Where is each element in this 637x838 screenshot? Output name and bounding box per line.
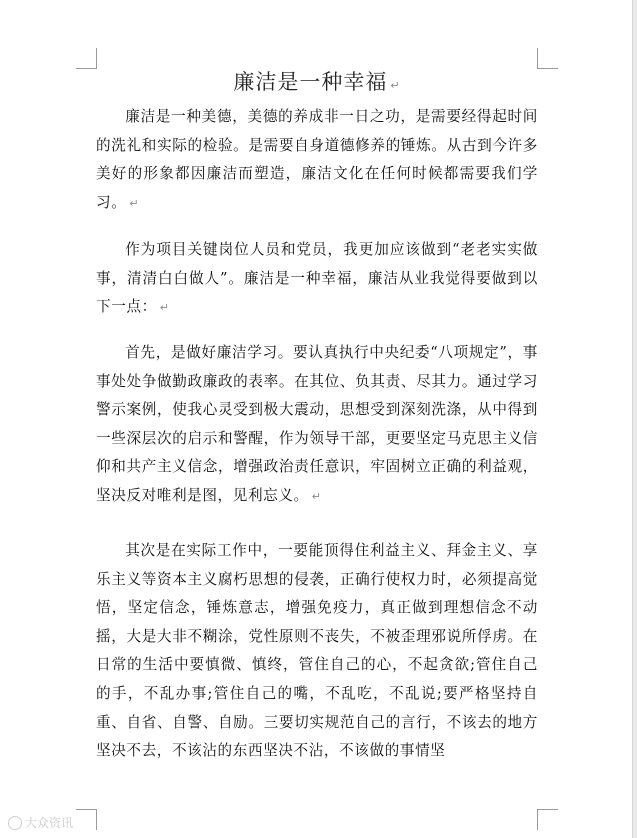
crop-mark-top-right [537, 48, 558, 69]
paragraph-text: 首先，是做好廉洁学习。要认真执行中央纪委“八项规定”，事事处处争做勤政廉政的表率。在其位、负其责、尽其力。通过学习警示案例，使我心灵受到极大震动，思想受到深刻洗涤，从中得到一些深层次的启示和警醒，作为领导干部，更要坚定马克思主义信仰和共产主义信念，增强政治责任意识，牢固树立正确的利益观，坚决反对唯利是图，见利忘义。 [96, 344, 538, 504]
watermark [8, 814, 73, 831]
paragraph-text: 作为项目关键岗位人员和党员，我更加应该做到“老老实实做事，清清白白做人”。廉洁是一种幸福，廉洁从业我觉得要做到以下一点： [96, 241, 538, 316]
paragraph-mark-icon: ↵ [390, 79, 401, 92]
body-paragraph[interactable] [96, 236, 538, 323]
document-title[interactable] [96, 67, 538, 101]
paragraph-mark-icon: ↵ [159, 301, 170, 315]
page-edge-scroll-shadow [632, 0, 637, 838]
crop-mark-bottom-right [537, 809, 558, 830]
watermark-logo-icon [8, 816, 22, 830]
crop-mark-top-left [76, 48, 97, 69]
body-paragraph[interactable] [96, 103, 538, 218]
body-paragraph[interactable] [96, 537, 538, 766]
paragraph-mark-icon: ↵ [311, 489, 322, 503]
document-title-text: 廉洁是一种幸福 [233, 70, 388, 94]
paragraph-text: 其次是在实际工作中，一要能顶得住利益主义、拜金主义、享乐主义等资本主义腐朽思想的侵袭，正确行使权力时，必须提高觉悟，坚定信念，锤炼意志，增强免疫力，真正做到理想信念不动摇，大是大非不糊涂，党性原则不丧失，不被歪理邪说所俘虏。在日常的生活中要慎微、慎终，管住自己的心，不起贪欲;管住自己的手，不乱办事;管住自己的嘴，不乱吃，不乱说;要严格坚持自重、自省、自警、自励。三要切实规范自己的言行，不该去的地方坚决不去，不该沾的东西坚决不沾，不该做的事情坚 [96, 542, 538, 760]
crop-mark-bottom-left [76, 809, 97, 830]
watermark-text: 大众资讯 [25, 816, 74, 830]
paragraph-text: 廉洁是一种美德，美德的养成非一日之功，是需要经得起时间的洗礼和实际的检验。是需要自身道德修养的锤炼。从古到今许多美好的形象都因廉洁而塑造，廉洁文化在任何时候都需要我们学习。 [96, 108, 538, 211]
body-paragraph[interactable] [96, 339, 538, 512]
paragraph-mark-icon: ↵ [129, 196, 140, 210]
